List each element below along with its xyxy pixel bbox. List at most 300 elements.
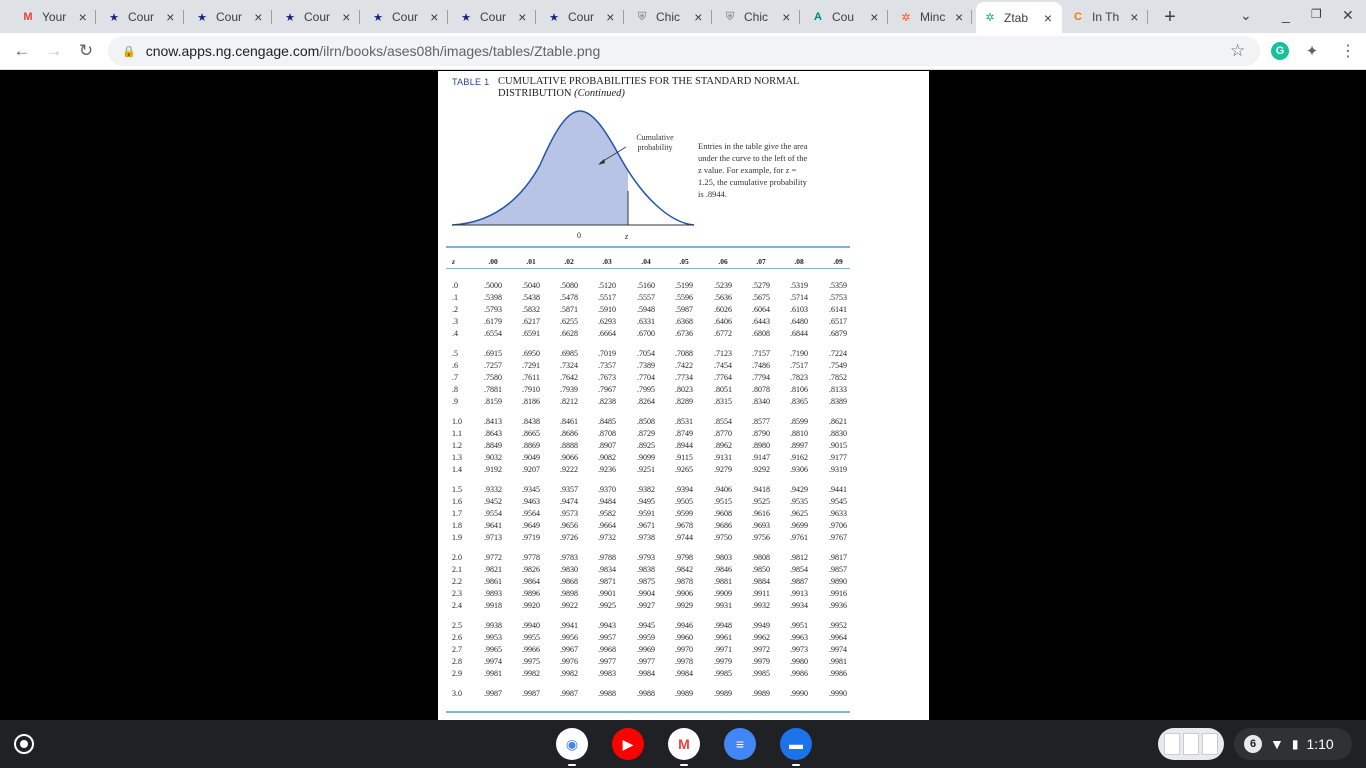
- z-value-cell: 1.7: [452, 509, 462, 518]
- probability-cell: .9803: [714, 553, 732, 562]
- tab-close-icon[interactable]: ×: [166, 9, 175, 25]
- z-value-cell: 1.0: [452, 417, 462, 426]
- probability-cell: .7549: [829, 361, 847, 370]
- launcher-button[interactable]: [14, 734, 34, 754]
- probability-cell: .6517: [829, 317, 847, 326]
- probability-cell: .9625: [790, 509, 808, 518]
- probability-cell: .9429: [790, 485, 808, 494]
- probability-cell: .9982: [522, 669, 540, 678]
- probability-cell: .9484: [598, 497, 616, 506]
- browser-tab[interactable]: [1064, 4, 1148, 30]
- probability-cell: .9961: [714, 633, 732, 642]
- probability-cell: .7257: [484, 361, 502, 370]
- probability-cell: .9738: [637, 533, 655, 542]
- browser-tab[interactable]: [628, 4, 712, 30]
- column-header: .04: [641, 257, 651, 266]
- table-row: [438, 656, 858, 668]
- probability-cell: .7764: [714, 373, 732, 382]
- probability-cell: .9982: [560, 669, 578, 678]
- tab-close-icon[interactable]: ×: [870, 9, 879, 25]
- probability-cell: .9909: [714, 589, 732, 598]
- chrome-app[interactable]: [556, 728, 588, 760]
- probability-cell: .8729: [637, 429, 655, 438]
- tab-close-icon[interactable]: ×: [430, 9, 439, 25]
- probability-cell: .9957: [598, 633, 616, 642]
- probability-cell: .9986: [829, 669, 847, 678]
- youtube-app[interactable]: [612, 728, 644, 760]
- browser-tab[interactable]: [716, 4, 800, 30]
- probability-cell: .9864: [522, 577, 540, 586]
- probability-cell: .8962: [714, 441, 732, 450]
- probability-cell: .9959: [637, 633, 655, 642]
- restore-button[interactable]: ❐: [1311, 7, 1322, 21]
- probability-cell: .9857: [829, 565, 847, 574]
- probability-cell: .9976: [560, 657, 578, 666]
- crest-icon: ⛨: [725, 10, 735, 23]
- probability-cell: .7422: [675, 361, 693, 370]
- kebab-menu-icon[interactable]: ⋮: [1340, 43, 1356, 60]
- close-window-button[interactable]: ✕: [1342, 7, 1354, 23]
- extensions-puzzle-icon[interactable]: ✦: [1305, 43, 1319, 60]
- minimize-button[interactable]: _: [1282, 7, 1290, 23]
- probability-cell: .9357: [560, 485, 578, 494]
- probability-cell: .8830: [829, 429, 847, 438]
- table-row: [438, 304, 858, 316]
- probability-cell: .9778: [522, 553, 540, 562]
- probability-cell: .9990: [829, 689, 847, 698]
- tab-close-icon[interactable]: ×: [1043, 9, 1053, 26]
- probability-cell: .9641: [484, 521, 502, 530]
- probability-cell: .9934: [790, 601, 808, 610]
- probability-cell: .9706: [829, 521, 847, 530]
- gmail-icon: M: [23, 11, 33, 23]
- probability-cell: .9868: [560, 577, 578, 586]
- probability-cell: .8907: [598, 441, 616, 450]
- probability-cell: .9535: [790, 497, 808, 506]
- z-value-cell: .0: [452, 281, 458, 290]
- table-label: TABLE 1: [452, 77, 490, 87]
- probability-cell: .9901: [598, 589, 616, 598]
- probability-cell: .5557: [637, 293, 655, 302]
- tab-close-icon[interactable]: ×: [954, 9, 964, 25]
- probability-cell: .9887: [790, 577, 808, 586]
- probability-cell: .6293: [598, 317, 616, 326]
- table-row: [438, 496, 858, 508]
- probability-cell: .9960: [675, 633, 693, 642]
- probability-cell: .9793: [637, 553, 655, 562]
- probability-cell: .8944: [675, 441, 693, 450]
- probability-cell: .9726: [560, 533, 578, 542]
- probability-cell: .5636: [714, 293, 732, 302]
- files-app[interactable]: [780, 728, 812, 760]
- probability-cell: .9678: [675, 521, 693, 530]
- probability-cell: .9616: [752, 509, 770, 518]
- probability-cell: .9975: [522, 657, 540, 666]
- probability-cell: .7190: [790, 349, 808, 358]
- z-value-cell: 2.5: [452, 621, 462, 630]
- probability-cell: .8340: [752, 397, 770, 406]
- probability-cell: .9988: [637, 689, 655, 698]
- probability-cell: .8315: [714, 397, 732, 406]
- page-viewport: [0, 71, 1366, 720]
- browser-tab[interactable]: [804, 4, 888, 30]
- probability-cell: .9582: [598, 509, 616, 518]
- probability-cell: .9977: [598, 657, 616, 666]
- tab-close-icon[interactable]: ×: [342, 9, 351, 25]
- probability-cell: .5359: [829, 281, 847, 290]
- probability-cell: .9370: [598, 485, 616, 494]
- probability-cell: .9812: [790, 553, 808, 562]
- tab-close-icon[interactable]: ×: [254, 9, 263, 25]
- probability-cell: .9838: [637, 565, 655, 574]
- tab-search-icon[interactable]: ⌄: [1240, 7, 1252, 23]
- probability-cell: .9936: [829, 601, 847, 610]
- reload-icon[interactable]: ↻: [78, 41, 94, 60]
- probability-cell: .9162: [790, 453, 808, 462]
- probability-cell: .7704: [637, 373, 655, 382]
- probability-cell: .9049: [522, 453, 540, 462]
- browser-tab[interactable]: [188, 4, 272, 30]
- z-value-cell: 1.4: [452, 465, 462, 474]
- probability-cell: .9306: [790, 465, 808, 474]
- z-value-cell: 1.2: [452, 441, 462, 450]
- probability-cell: .9871: [598, 577, 616, 586]
- probability-cell: .7486: [752, 361, 770, 370]
- gmail-app[interactable]: [668, 728, 700, 760]
- tab-title: Chic: [744, 10, 769, 24]
- table-bottom-rule: [446, 711, 850, 713]
- browser-tab[interactable]: [540, 4, 624, 30]
- probability-cell: .6700: [637, 329, 655, 338]
- browser-tab[interactable]: [276, 4, 360, 30]
- z-value-cell: .5: [452, 349, 458, 358]
- new-tab-button[interactable]: +: [1164, 6, 1176, 28]
- probability-cell: .6950: [522, 349, 540, 358]
- table-row: [438, 520, 858, 532]
- probability-cell: .9911: [752, 589, 770, 598]
- z-value-cell: .6: [452, 361, 458, 370]
- probability-cell: .5714: [790, 293, 808, 302]
- z-value-cell: 2.4: [452, 601, 462, 610]
- docs-app[interactable]: [724, 728, 756, 760]
- probability-cell: .9951: [790, 621, 808, 630]
- probability-cell: .9418: [752, 485, 770, 494]
- table-row: [438, 440, 858, 452]
- probability-cell: .8925: [637, 441, 655, 450]
- probability-cell: .6406: [714, 317, 732, 326]
- probability-cell: .6915: [484, 349, 502, 358]
- probability-cell: .5753: [829, 293, 847, 302]
- z-value-cell: .1: [452, 293, 458, 302]
- table-title-line2: DISTRIBUTION: [498, 88, 572, 99]
- probability-cell: .9015: [829, 441, 847, 450]
- probability-cell: .9973: [790, 645, 808, 654]
- table-row: [438, 508, 858, 520]
- tab-separator: [711, 10, 712, 24]
- probability-cell: .9463: [522, 497, 540, 506]
- tab-close-icon[interactable]: ×: [78, 9, 87, 25]
- probability-cell: .5987: [675, 305, 693, 314]
- probability-cell: .9953: [484, 633, 502, 642]
- probability-cell: .9608: [714, 509, 732, 518]
- star-badge-icon: ★: [109, 11, 119, 24]
- probability-cell: .9920: [522, 601, 540, 610]
- probability-cell: .9750: [714, 533, 732, 542]
- probability-cell: .6217: [522, 317, 540, 326]
- probability-cell: .9756: [752, 533, 770, 542]
- probability-cell: .9969: [637, 645, 655, 654]
- probability-cell: .6255: [560, 317, 578, 326]
- table-row: [438, 292, 858, 304]
- probability-cell: .7967: [598, 385, 616, 394]
- grammarly-icon[interactable]: G: [1271, 42, 1289, 60]
- probability-cell: .6331: [637, 317, 655, 326]
- back-arrow-icon[interactable]: ←: [13, 41, 31, 60]
- tab-separator: [799, 10, 800, 24]
- z-value-cell: 2.8: [452, 657, 462, 666]
- probability-cell: .5948: [637, 305, 655, 314]
- tab-title: Cour: [216, 10, 243, 24]
- running-indicator: [568, 764, 576, 766]
- probability-cell: .5398: [484, 293, 502, 302]
- probability-cell: .7881: [484, 385, 502, 394]
- table-row: [438, 532, 858, 544]
- probability-cell: .9713: [484, 533, 502, 542]
- tab-separator: [1147, 10, 1148, 24]
- probability-cell: .8686: [560, 429, 578, 438]
- probability-cell: .8264: [637, 397, 655, 406]
- probability-cell: .9406: [714, 485, 732, 494]
- z-value-cell: 2.6: [452, 633, 462, 642]
- probability-cell: .8238: [598, 397, 616, 406]
- probability-cell: .9319: [829, 465, 847, 474]
- column-header: .05: [679, 257, 689, 266]
- column-header: .01: [526, 257, 536, 266]
- probability-cell: .9772: [484, 553, 502, 562]
- notification-badge: 6: [1244, 735, 1262, 753]
- probability-cell: .9474: [560, 497, 578, 506]
- forward-arrow-icon[interactable]: →: [45, 41, 63, 60]
- probability-cell: .6591: [522, 329, 540, 338]
- probability-cell: .6141: [829, 305, 847, 314]
- probability-cell: .9946: [675, 621, 693, 630]
- probability-cell: .9987: [484, 689, 502, 698]
- probability-cell: .9633: [829, 509, 847, 518]
- probability-cell: .9699: [790, 521, 808, 530]
- table-row: [438, 360, 858, 372]
- probability-cell: .8980: [752, 441, 770, 450]
- probability-cell: .7939: [560, 385, 578, 394]
- tab-close-icon[interactable]: ×: [782, 9, 791, 25]
- probability-cell: .9671: [637, 521, 655, 530]
- tab-close-icon[interactable]: ×: [694, 9, 703, 25]
- probability-cell: .9850: [752, 565, 770, 574]
- probability-cell: .5478: [560, 293, 578, 302]
- browser-toolbar: [0, 33, 1366, 70]
- probability-cell: .8023: [675, 385, 693, 394]
- probability-cell: .8389: [829, 397, 847, 406]
- probability-cell: .9834: [598, 565, 616, 574]
- probability-cell: .9925: [598, 601, 616, 610]
- probability-cell: .9943: [598, 621, 616, 630]
- probability-cell: .9783: [560, 553, 578, 562]
- z-value-cell: 2.9: [452, 669, 462, 678]
- table-row: [438, 384, 858, 396]
- probability-cell: .8106: [790, 385, 808, 394]
- z-value-cell: 2.2: [452, 577, 462, 586]
- probability-cell: .8051: [714, 385, 732, 394]
- probability-cell: .9345: [522, 485, 540, 494]
- probability-cell: .7224: [829, 349, 847, 358]
- probability-cell: .8461: [560, 417, 578, 426]
- probability-cell: .8621: [829, 417, 847, 426]
- probability-cell: .9941: [560, 621, 578, 630]
- probability-cell: .9984: [637, 669, 655, 678]
- probability-cell: .7389: [637, 361, 655, 370]
- probability-cell: .9767: [829, 533, 847, 542]
- probability-cell: .9279: [714, 465, 732, 474]
- probability-cell: .5080: [560, 281, 578, 290]
- probability-cell: .7123: [714, 349, 732, 358]
- table-title: [498, 76, 799, 100]
- z-value-cell: 2.1: [452, 565, 462, 574]
- probability-cell: .5438: [522, 293, 540, 302]
- probability-cell: .9082: [598, 453, 616, 462]
- probability-cell: .5871: [560, 305, 578, 314]
- probability-cell: .9989: [714, 689, 732, 698]
- table-row: [438, 452, 858, 464]
- probability-cell: .5832: [522, 305, 540, 314]
- probability-cell: .5910: [598, 305, 616, 314]
- probability-cell: .8770: [714, 429, 732, 438]
- table-row: [438, 564, 858, 576]
- probability-cell: .9980: [790, 657, 808, 666]
- status-tray[interactable]: [1234, 728, 1352, 760]
- probability-cell: .6179: [484, 317, 502, 326]
- probability-cell: .9964: [829, 633, 847, 642]
- probability-cell: .9932: [752, 601, 770, 610]
- star-badge-icon: ★: [285, 11, 295, 24]
- probability-cell: .8554: [714, 417, 732, 426]
- probability-cell: .9893: [484, 589, 502, 598]
- probability-cell: .5000: [484, 281, 502, 290]
- lock-icon: 🔒: [122, 45, 136, 58]
- tab-title: Your: [42, 10, 67, 24]
- probability-cell: .8212: [560, 397, 578, 406]
- probability-cell: .9821: [484, 565, 502, 574]
- browser-tab[interactable]: [892, 4, 972, 30]
- probability-cell: .9382: [637, 485, 655, 494]
- browser-tab[interactable]: [364, 4, 448, 30]
- probability-cell: .9177: [829, 453, 847, 462]
- probability-cell: .8577: [752, 417, 770, 426]
- probability-cell: .9441: [829, 485, 847, 494]
- probability-cell: .5793: [484, 305, 502, 314]
- probability-cell: .7794: [752, 373, 770, 382]
- tab-separator: [535, 10, 536, 24]
- probability-cell: .8531: [675, 417, 693, 426]
- probability-cell: .9929: [675, 601, 693, 610]
- probability-cell: .9916: [829, 589, 847, 598]
- z-value-cell: .7: [452, 373, 458, 382]
- probability-cell: .9861: [484, 577, 502, 586]
- probability-cell: .9989: [752, 689, 770, 698]
- probability-cell: .7054: [637, 349, 655, 358]
- bookmark-star-icon[interactable]: ☆: [1230, 41, 1246, 60]
- tab-close-icon[interactable]: ×: [1130, 9, 1139, 25]
- probability-cell: .6064: [752, 305, 770, 314]
- probability-cell: .9984: [675, 669, 693, 678]
- tab-title: Chic: [656, 10, 681, 24]
- table-row: [438, 484, 858, 496]
- probability-cell: .9945: [637, 621, 655, 630]
- probability-cell: .9971: [714, 645, 732, 654]
- address-bar[interactable]: [108, 36, 1260, 66]
- probability-cell: .7580: [484, 373, 502, 382]
- probability-cell: .9761: [790, 533, 808, 542]
- table-row: [438, 644, 858, 656]
- z-value-cell: 2.7: [452, 645, 462, 654]
- probability-cell: .9495: [637, 497, 655, 506]
- probability-cell: .8749: [675, 429, 693, 438]
- probability-cell: .8186: [522, 397, 540, 406]
- probability-cell: .8289: [675, 397, 693, 406]
- holding-space-thumbnails[interactable]: [1158, 728, 1224, 760]
- normal-curve-figure: [448, 105, 698, 245]
- probability-cell: .6554: [484, 329, 502, 338]
- probability-cell: .9884: [752, 577, 770, 586]
- tab-close-icon[interactable]: ×: [606, 9, 615, 25]
- probability-cell: .9236: [598, 465, 616, 474]
- browser-tab[interactable]: [100, 4, 184, 30]
- column-header: .02: [564, 257, 574, 266]
- browser-tab[interactable]: [976, 2, 1062, 33]
- z-value-cell: 1.1: [452, 429, 462, 438]
- probability-cell: .6879: [829, 329, 847, 338]
- probability-cell: .9966: [522, 645, 540, 654]
- table-row: [438, 576, 858, 588]
- browser-tab[interactable]: [14, 4, 96, 30]
- z-value-cell: 2.0: [452, 553, 462, 562]
- probability-cell: .9979: [752, 657, 770, 666]
- probability-cell: .5675: [752, 293, 770, 302]
- probability-cell: .6443: [752, 317, 770, 326]
- probability-cell: .9988: [598, 689, 616, 698]
- tab-separator: [183, 10, 184, 24]
- probability-cell: .6103: [790, 305, 808, 314]
- probability-cell: .8665: [522, 429, 540, 438]
- tab-separator: [623, 10, 624, 24]
- tab-strip: [0, 0, 1366, 33]
- probability-cell: .9979: [714, 657, 732, 666]
- probability-cell: .9788: [598, 553, 616, 562]
- browser-tab[interactable]: [452, 4, 536, 30]
- tab-close-icon[interactable]: ×: [518, 9, 527, 25]
- tab-title: Ztab: [1004, 10, 1029, 25]
- probability-cell: .9147: [752, 453, 770, 462]
- probability-cell: .8485: [598, 417, 616, 426]
- probability-cell: .5160: [637, 281, 655, 290]
- tab-separator: [95, 10, 96, 24]
- probability-cell: .7852: [829, 373, 847, 382]
- column-header: .03: [602, 257, 612, 266]
- table-row: [438, 372, 858, 384]
- axis-zero-label: 0: [577, 231, 581, 240]
- probability-cell: .9881: [714, 577, 732, 586]
- probability-cell: .9265: [675, 465, 693, 474]
- probability-cell: .9798: [675, 553, 693, 562]
- probability-cell: .8599: [790, 417, 808, 426]
